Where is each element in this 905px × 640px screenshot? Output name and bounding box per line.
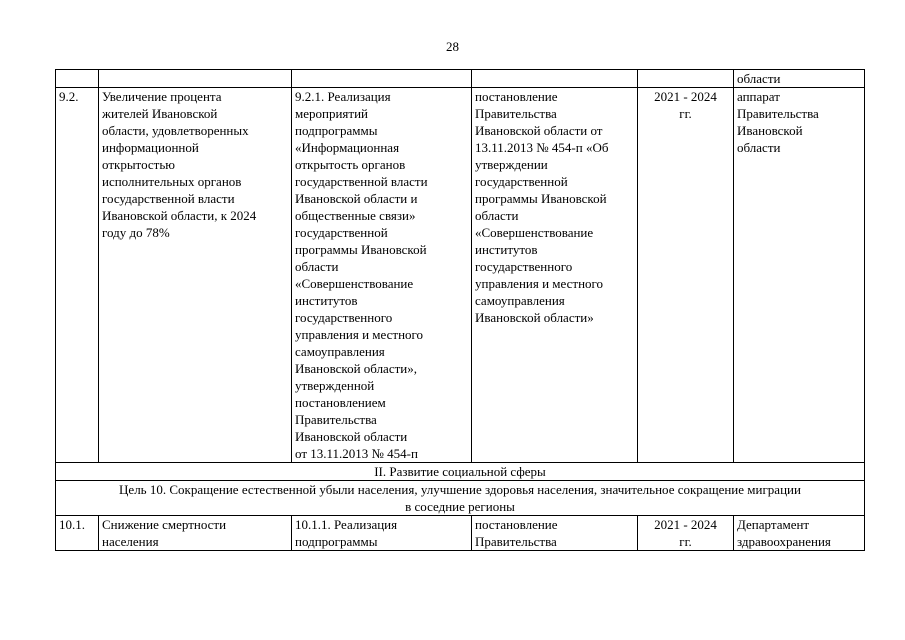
table-row-10-1: [56, 516, 865, 551]
text-line: Увеличение процента: [102, 89, 222, 104]
cell-num: [56, 70, 99, 88]
text-line: в соседние регионы: [405, 499, 515, 514]
text-line: институтов: [295, 293, 358, 308]
text-line: управления и местного: [475, 276, 604, 291]
text-line: государственного: [295, 310, 393, 325]
text-line: постановлением: [295, 395, 386, 410]
cell-responsible: области: [734, 70, 865, 88]
section-heading-row: [56, 463, 865, 481]
table-row-continuation: [56, 70, 865, 88]
text-line: жителей Ивановской: [102, 106, 218, 121]
text-line: гг.: [679, 106, 692, 121]
cell-period: [638, 88, 734, 463]
cell-activity: [292, 516, 472, 551]
cell-indicator: [99, 88, 292, 463]
text-line: государственной власти: [295, 174, 428, 189]
text-line: Ивановской области от: [475, 123, 603, 138]
text-line: населения: [102, 534, 159, 549]
text-line: Ивановской области»,: [295, 361, 417, 376]
table-row-9-2: [56, 88, 865, 463]
text-line: области: [737, 140, 781, 155]
text-line: Ивановской области и: [295, 191, 418, 206]
text-line: государственного: [475, 259, 573, 274]
text-line: Департамент: [737, 517, 810, 532]
text-line: Правительства: [295, 412, 377, 427]
text-line: «Совершенствование: [295, 276, 414, 291]
text-line: мероприятий: [295, 106, 368, 121]
text-line: «Информационная: [295, 140, 400, 155]
text-line: постановление: [475, 517, 558, 532]
cell-period: [638, 516, 734, 551]
text-line: области: [295, 259, 339, 274]
cell-num: 9.2.: [56, 88, 99, 463]
cell-responsible: [734, 88, 865, 463]
text-line: Правительства: [475, 106, 557, 121]
text-line: самоуправления: [295, 344, 385, 359]
text-line: постановление: [475, 89, 558, 104]
text-line: подпрограммы: [295, 534, 378, 549]
text-line: аппарат: [737, 89, 780, 104]
text-line: Ивановской области, к 2024: [102, 208, 257, 223]
text-line: «Совершенствование: [475, 225, 594, 240]
text-line: году до 78%: [102, 225, 170, 240]
cell-responsible: [734, 516, 865, 551]
text-line: области: [475, 208, 519, 223]
text-line: Ивановской области: [295, 429, 408, 444]
program-table: [55, 69, 865, 551]
cell-activity: [292, 70, 472, 88]
page-number: 28: [446, 39, 459, 54]
text-line: государственной: [475, 174, 568, 189]
text-line: 9.2.1. Реализация: [295, 89, 391, 104]
text-line: подпрограммы: [295, 123, 378, 138]
text-line: Ивановской области»: [475, 310, 594, 325]
goal-10-text: [56, 481, 865, 516]
text-line: здравоохранения: [737, 534, 831, 549]
text-line: 10.1.1. Реализация: [295, 517, 398, 532]
cell-document: [472, 70, 638, 88]
cell-period: [638, 70, 734, 88]
cell-indicator: [99, 516, 292, 551]
text-line: области, удовлетворенных: [102, 123, 249, 138]
text-line: Правительства: [737, 106, 819, 121]
text-line: управления и местного: [295, 327, 424, 342]
cell-activity: [292, 88, 472, 463]
cell-indicator: [99, 70, 292, 88]
text-line: 13.11.2013 № 454-п «Об: [475, 140, 609, 155]
text-line: государственной власти: [102, 191, 235, 206]
cell-document: [472, 88, 638, 463]
text-line: 2021 - 2024: [654, 89, 717, 104]
text-line: программы Ивановской: [295, 242, 427, 257]
section-title: II. Развитие социальной сферы: [56, 463, 865, 481]
text-line: Ивановской: [737, 123, 803, 138]
goal-row: [56, 481, 865, 516]
text-line: самоуправления: [475, 293, 565, 308]
text-line: 2021 - 2024: [654, 517, 717, 532]
text-line: Цель 10. Сокращение естественной убыли населения, улучшение здоровья населения, значительное сокращение миграции: [119, 482, 801, 497]
text-line: открытостью: [102, 157, 175, 172]
text-line: общественные связи»: [295, 208, 416, 223]
text-line: государственной: [295, 225, 388, 240]
text-line: институтов: [475, 242, 538, 257]
text-line: утверждении: [475, 157, 548, 172]
text-line: программы Ивановской: [475, 191, 607, 206]
text-line: утвержденной: [295, 378, 375, 393]
cell-num: 10.1.: [56, 516, 99, 551]
text-line: от 13.11.2013 № 454-п: [295, 446, 418, 461]
text-line: гг.: [679, 534, 692, 549]
text-line: исполнительных органов: [102, 174, 242, 189]
cell-document: [472, 516, 638, 551]
text-line: открытость органов: [295, 157, 406, 172]
text-line: Правительства: [475, 534, 557, 549]
text-line: информационной: [102, 140, 199, 155]
text-line: Снижение смертности: [102, 517, 227, 532]
